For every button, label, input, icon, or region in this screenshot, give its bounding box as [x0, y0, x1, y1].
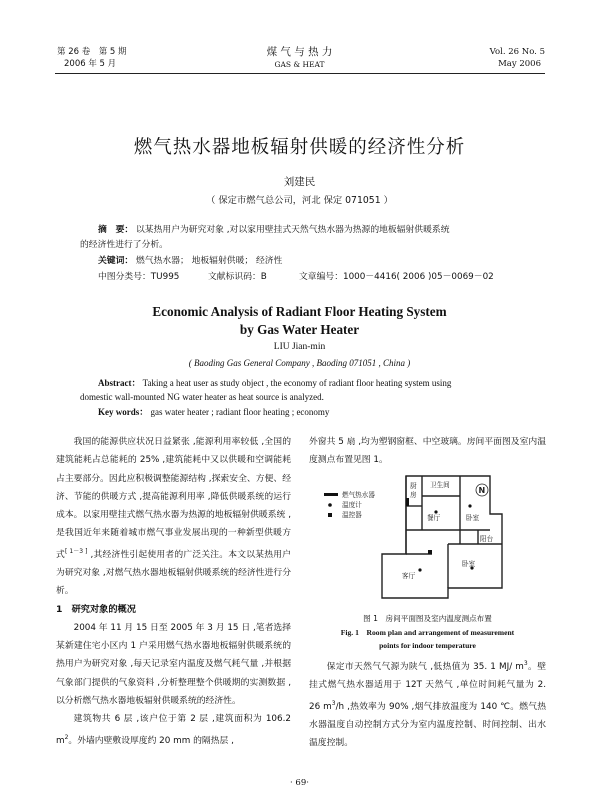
author-en: LIU Jian-min	[273, 342, 326, 352]
right-column-top	[309, 433, 546, 470]
header-volume-cn: 第 26 卷 第 5 期	[57, 47, 127, 57]
intro-tail: ,其经济性引起使用者的广泛关注。本文以某热用户为研究对象 ,对燃气热水器地板辐射供暖系统的经济性进行分析。	[56, 549, 291, 597]
keywords-en	[98, 405, 329, 419]
intro-paragraph	[56, 433, 291, 601]
building-tail: 。外墙内壁敷设厚度约 20 mm 的隔热层 ,	[68, 735, 234, 746]
floor-plan-figure	[320, 470, 520, 605]
gas-superscript-2: 3	[331, 699, 336, 707]
affiliation-cn: （ 保定市燃气总公司，河北 保定 071051 ）	[206, 195, 393, 206]
room-kitchen-label: 厨	[410, 482, 417, 490]
temp-point	[468, 504, 471, 507]
article-number: 文章编号：1000－4416( 2006 )05－0069－02	[299, 272, 494, 282]
header-date-cn: 2006 年 5 月	[64, 59, 117, 69]
room-dining-label: 餐厅	[427, 514, 441, 522]
clc-number: 中图分类号：TU995	[98, 272, 180, 282]
paper-title-en-line2: by Gas Water Heater	[239, 322, 360, 337]
abstract-cn-cont: 的经济性进行了分析。	[80, 240, 168, 250]
document-code: 文献标识码：B	[208, 272, 267, 282]
keywords-cn	[98, 254, 282, 269]
page-number: · 69·	[290, 778, 309, 788]
abstract-cn-line1: 以某热用户为研究对象 ,对以家用壁挂式天然气热水器为热源的地板辐射供暖系统	[136, 225, 450, 235]
keywords-cn-text: 燃气热水器； 地板辐射供暖； 经济性	[136, 256, 283, 266]
legend-heater-mark	[324, 493, 338, 496]
gas-superscript-1: 3	[523, 660, 528, 667]
heater-location	[406, 498, 409, 506]
legend-heater-label: 燃气热水器	[342, 491, 375, 499]
header-volume-en: Vol. 26 No. 5	[489, 47, 545, 57]
room-toilet-label: 卫生间	[430, 481, 450, 489]
author-cn: 刘建民	[283, 176, 316, 188]
header-journal-en: GAS & HEAT	[274, 60, 325, 69]
figure-caption-en-line2: points for indoor temperature	[379, 641, 476, 650]
gas-paragraph	[309, 655, 546, 752]
figure-caption-en-line1: Fig. 1 Room plan and arrangement of measurement	[340, 628, 515, 637]
room-kitchen-label-2: 房	[410, 491, 417, 499]
compass-north-label: N	[478, 486, 486, 495]
abstract-en-cont: domestic wall-mounted NG water heater as heat source is analyzed.	[80, 392, 324, 402]
abstract-en-line1: Taking a heat user as study object , the economy of radiant floor heating system using	[142, 378, 452, 388]
intro-text: 我国的能源供应状况日益紧张 ,能源利用率较低 ,全国的建筑能耗占总能耗的 25% ,建筑能耗中又以供暖和空调能耗占主要部分。因此应积极调整能源结构 ,探索安全、方便、经济、节能的供暖方式 ,提高能源利用率 ,降低供暖系统的运行成本。以家用壁挂式燃气热水器为热源的地板辐射供暖系统 ,是我国近年来随着城市燃气事业发展出现的一种新型供暖方式	[56, 437, 291, 560]
legend-thermometer-mark	[328, 503, 332, 507]
abstract-cn	[98, 223, 528, 238]
header-journal-cn: 煤 气 与 热 力	[266, 46, 333, 58]
keywords-en-text: gas water heater ; radiant floor heating ; economy	[150, 407, 330, 417]
room-balcony-label: 阳台	[480, 535, 494, 543]
abstract-en	[98, 376, 538, 390]
abstract-en-label: Abstract：	[98, 378, 141, 388]
keywords-en-label: Key words：	[98, 407, 149, 417]
legend-thermostat-mark	[328, 513, 332, 517]
temp-point	[418, 568, 421, 571]
keywords-cn-label: 关键词：	[98, 256, 134, 266]
header-date-en: May 2006	[498, 59, 541, 69]
abstract-cn-label: 摘 要：	[98, 225, 134, 235]
paper-title-en-line1: Economic Analysis of Radiant Floor Heating System	[152, 304, 447, 319]
left-column	[56, 433, 291, 750]
gas-text-2: 。壁挂式燃气热水器适用于 12T 天然气 ,单位时间耗气量为 2. 26 m	[309, 661, 546, 712]
building-text: 建筑物共 6 层 ,该户位于第 2 层 ,建筑面积为 106.2 m	[56, 714, 291, 746]
header-rule	[55, 73, 545, 74]
citation-ref: [ 1－3 ]	[65, 547, 88, 555]
thermostat-location	[428, 550, 432, 554]
legend-thermometer-label: 温度计	[342, 501, 362, 509]
room-living-label: 客厅	[402, 572, 416, 580]
gas-text-3: /h ,热效率为 90% ,烟气排放温度为 140 ℃。燃气热水器温度自动控制方式分为室内温度控制、时间控制、出水温度控制。	[309, 701, 546, 749]
legend-thermostat-label: 温控器	[342, 511, 362, 519]
right-column-bottom	[309, 655, 546, 752]
room-bedroom2-label: 卧室	[462, 560, 476, 568]
window-paragraph: 外窗共 5 扇 ,均为塑钢窗框、中空玻璃。房间平面图及室内温度测点布置见图 1。	[309, 437, 546, 466]
gas-text: 保定市天然气气源为陕气 ,低热值为 35. 1 MJ/ m	[326, 661, 524, 672]
area-superscript: 2	[64, 733, 69, 741]
affiliation-en: ( Baoding Gas General Company , Baoding 071051 , China )	[188, 358, 411, 368]
study-paragraph: 2004 年 11 月 15 日至 2005 年 3 月 15 日 ,笔者选择某新建住宅小区内 1 户采用燃气热水器地板辐射供暖系统的热用户为研究对象 ,每天记录室内温度及燃气耗气量 ,并根据气象部门提供的气象资料 ,分析整理整个供暖期的实测数据 ,以分析燃气热水器地板辐射供暖系统的经济性。	[56, 622, 291, 707]
room-bedroom1-label: 卧室	[466, 514, 480, 522]
figure-caption-cn: 图 1 房间平面图及室内温度测点布置	[363, 614, 492, 623]
paper-title-cn: 燃气热水器地板辐射供暖的经济性分析	[133, 137, 466, 158]
building-paragraph	[56, 710, 291, 750]
section-heading-1: 1 研究对象的概况	[56, 603, 136, 615]
